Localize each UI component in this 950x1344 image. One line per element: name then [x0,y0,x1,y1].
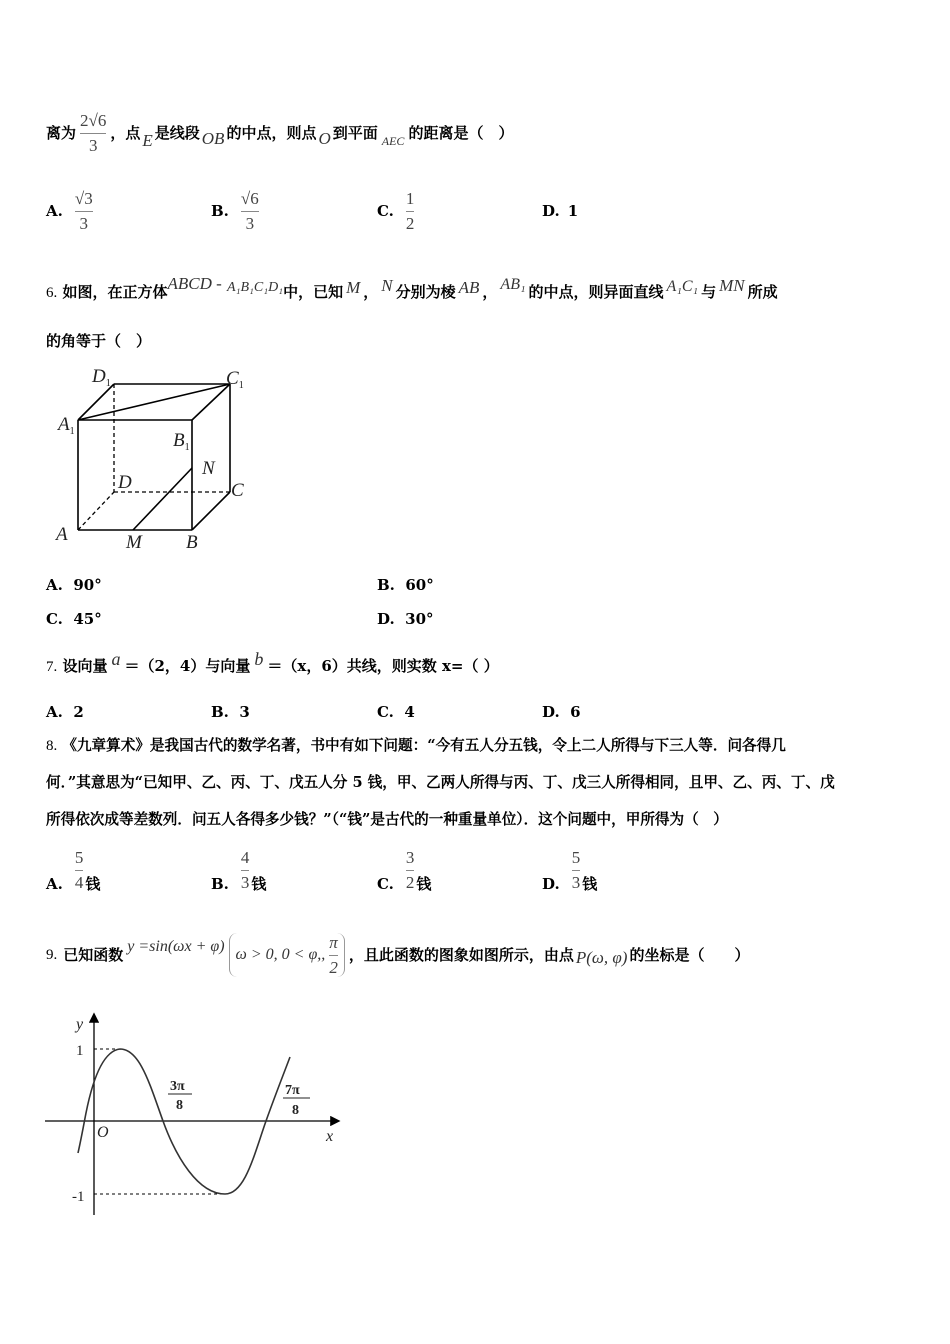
q8-stem-line1: 8. 《九章算术》是我国古代的数学名著，书中有如下问题：“今有五人分五钱，令上二人所得与下三人等．问各得几 [46,737,786,754]
q5-option-b[interactable]: B. $\frac{√6}{3}$ [211,188,259,233]
vector-a: a [111,649,121,669]
label-D1: $D_1$ [92,366,111,389]
q8-stem-line3: 所得依次成等差数列．问五人各得多少钱？”（“钱”是古代的一种重量单位）．这个问题中，甲所得为（ ） [46,811,728,828]
q5-fraction: $\frac{2√6}{3}$ [80,110,107,155]
q7-option-c[interactable]: C. 4 [377,703,415,721]
label-A1: $A_1$ [58,414,75,437]
q9-stem: 9. 已知函数 y =sin(ωx + φ) ω > 0, 0 < φ,, $\frac{\pi}{2}$ ，且此函数的图象如图所示，由点 P(ω, φ) 的坐标是（ ） [46,932,750,977]
y-tick-neg1: -1 [72,1189,85,1205]
sine-graph [40,1005,350,1225]
q5-stem: 离为 $\frac{2√6}{3}$ ，点 E 是线段 OB 的中点，则点 O 到平面 AEC 的距离是（ ） [46,110,514,155]
vector-b: b [254,649,264,669]
label-D: D [118,472,132,493]
q8-options [46,844,646,894]
label-N: N [202,458,215,479]
q7-option-d[interactable]: D. 6 [542,703,581,721]
x-annot-7pi-8 [283,1083,310,1118]
q6-option-a[interactable]: A. 90° [46,576,102,594]
q8-option-c[interactable]: C. $\frac{3}{2}$ 钱 [377,848,432,893]
point-expr: P(ω, φ) [575,948,628,967]
q6-option-b[interactable]: B. 60° [377,576,434,594]
q6-options [46,575,646,635]
q5-options [46,186,646,236]
label-C1: $C_1$ [226,368,244,391]
q5-option-d[interactable]: D. 1 [542,202,579,220]
y-tick-1: 1 [76,1043,84,1059]
svg-text:3π: 3π [170,1079,185,1094]
q6-option-d[interactable]: D. 30° [377,610,434,628]
x-axis-label: x [326,1128,334,1145]
svg-text:8: 8 [292,1103,299,1118]
var-E: E [142,131,153,150]
q8-option-a[interactable]: A. $\frac{5}{4}$ 钱 [46,848,101,893]
q6-stem-line1: 6. 如图，在正方体ABCD - A₁B₁C₁D₁中，已知 M ， N 分别为棱 AB ， AB₁ 的中点，则异面直线 A₁C₁ 与 MN 所成 [46,274,778,301]
svg-text:8: 8 [176,1098,183,1113]
label-M: M [126,532,142,553]
q5-option-a[interactable]: A. $\frac{√3}{3}$ [46,188,93,233]
q8-option-d[interactable]: D. $\frac{5}{3}$ 钱 [542,848,598,893]
label-B1: $B_1$ [173,430,190,453]
cube-figure [50,362,260,557]
var-OB: OB [201,129,225,148]
condition-paren: ω > 0, 0 < φ,, $\frac{\pi}{2}$ [229,933,345,977]
x-annot-3pi-8 [168,1079,192,1113]
q6-stem-line2: 的角等于（ ） [46,332,152,350]
q8-stem-line2: 何．”其意思为“已知甲、乙、丙、丁、戊五人分 5 钱，甲、乙两人所得与丙、丁、戊三人所得相同，且甲、乙、丙、丁、戊 [46,774,835,791]
function-expr: y =sin(ωx + φ) [127,938,225,955]
var-O: O [318,129,331,148]
label-C: C [231,480,244,501]
y-axis-label: y [76,1016,84,1033]
var-AEC: AEC [381,134,405,148]
label-B: B [186,532,198,553]
q6-option-c[interactable]: C. 45° [46,610,102,628]
label-A: A [56,524,68,545]
q7-options [46,702,646,726]
q7-stem: 7. 设向量 a ＝（2，4）与向量 b ＝（x，6）共线，则实数 x=（ ） [46,649,499,675]
q7-option-b[interactable]: B. 3 [211,703,250,721]
q7-option-a[interactable]: A. 2 [46,703,84,721]
svg-text:7π: 7π [285,1083,300,1098]
q8-option-b[interactable]: B. $\frac{4}{3}$ 钱 [211,848,267,893]
q5-prefix: 离为 [46,124,77,142]
origin-label: O [97,1124,109,1141]
q5-option-c[interactable]: C. $\frac{1}{2}$ [377,188,415,233]
